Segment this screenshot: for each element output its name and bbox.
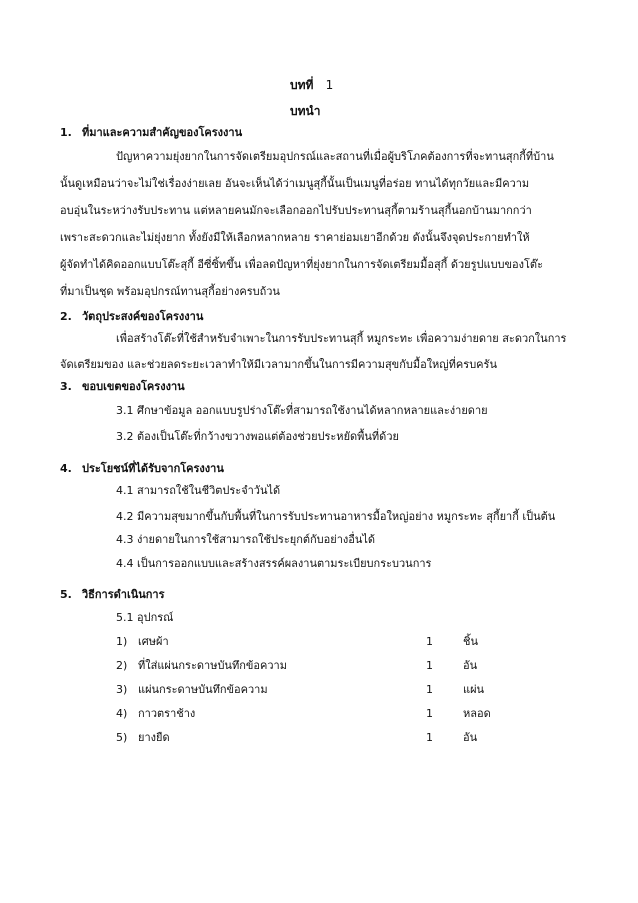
paragraph-line: ที่มาเป็นชุด พร้อมอุปกรณ์ทานสุกี้อย่างครบถ้วน (60, 285, 280, 298)
section-1-heading: 1. ที่มาและความสำคัญของโครงงาน (60, 126, 243, 139)
paragraph-line: เพราะสะดวกและไม่ยุ่งยาก ทั้งยังมีให้เลือกหลากหลาย ราคาย่อมเยาอีกด้วย ดังนั้นจึงจุดประกายทำให้ (60, 231, 530, 244)
paragraph-line: อบอุ่นในระหว่างรับประทาน แต่หลายคนมักจะเลือกออกไปรับประทานสุกี้ตามร้านสุกี้นอกบ้านมากกว่า (60, 204, 532, 217)
table-row: 4) กาวตราช้าง 1 หลอด (116, 707, 491, 720)
section-5-heading: 5. วิธีการดำเนินการ (60, 588, 165, 601)
table-row: 5) ยางยืด 1 อัน (116, 731, 478, 744)
list-item: 3.1 ศึกษาข้อมูล ออกแบบรูปร่างโต๊ะที่สามารถใช้งานได้หลากหลายและง่ายดาย (116, 404, 488, 417)
paragraph-line: ผู้จัดทำได้คิดออกแบบโต๊ะสุกี้ อีซี่ซิ้ทขึ้น เพื่อลดปัญหาที่ยุ่งยากในการจัดเตรียมมื้อสุกี้ ด้วยรูปแบบของโต๊ะ (60, 258, 543, 271)
materials-subheading: 5.1 อุปกรณ์ (116, 611, 174, 624)
table-row: 3) แผ่นกระดาษบันทึกข้อความ 1 แผ่น (116, 683, 485, 696)
chapter-label: บทที่ (290, 78, 314, 92)
section-3-heading: 3. ขอบเขตของโครงงาน (60, 380, 185, 393)
paragraph-line: ปัญหาความยุ่งยากในการจัดเตรียมอุปกรณ์และสถานที่เมื่อผู้บริโภคต้องการที่จะทานสุกกี้ที่บ้าน (116, 150, 554, 163)
list-item: 4.3 ง่ายดายในการใช้สามารถใช้ประยุกต์กับอย่างอื่นได้ (116, 533, 376, 546)
paragraph-line: เพื่อสร้างโต๊ะที่ใช้สำหรับจำเพาะในการรับประทานสุกี้ หมูกระทะ เพื่อความง่ายดาย สะดวกในการ (116, 332, 567, 345)
page-title: บทนำ (290, 104, 321, 118)
list-item: 4.1 สามารถใช้ในชีวิตประจำวันได้ (116, 484, 281, 497)
list-item: 4.4 เป็นการออกแบบและสร้างสรรค์ผลงานตามระเบียบกระบวนการ (116, 557, 432, 570)
table-row: 1) เศษผ้า 1 ชิ้น (116, 635, 478, 648)
list-item: 4.2 มีความสุขมากขึ้นกับพื้นที่ในการรับประทานอาหารมื้อใหญ่อย่าง หมูกระทะ สุกี้ยากี้ เป็นต้น (116, 510, 556, 523)
chapter-heading (290, 78, 333, 92)
list-item: 3.2 ต้องเป็นโต๊ะที่กว้างขวางพอแต่ต้องช่วยประหยัดพื้นที่ด้วย (116, 430, 399, 443)
section-4-heading: 4. ประโยชน์ที่ได้รับจากโครงงาน (60, 462, 224, 475)
paragraph-line: จัดเตรียมของ และช่วยลดระยะเวลาทำให้มีเวลามากขึ้นในการมีความสุขกับมื้อใหญ่ที่ครบครัน (60, 358, 497, 371)
section-2-heading: 2. วัตถุประสงค์ของโครงงาน (60, 310, 204, 323)
table-row: 2) ที่ใส่แผ่นกระดาษบันทึกข้อความ 1 อัน (116, 659, 478, 672)
chapter-number: 1 (325, 78, 334, 92)
paragraph-line: นั้นดูเหมือนว่าจะไม่ใช่เรื่องง่ายเลย อันจะเห็นได้ว่าเมนูสุกี้นั้นเป็นเมนูที่อร่อย ทานได้ทุกวัยและมีความ (60, 177, 530, 190)
